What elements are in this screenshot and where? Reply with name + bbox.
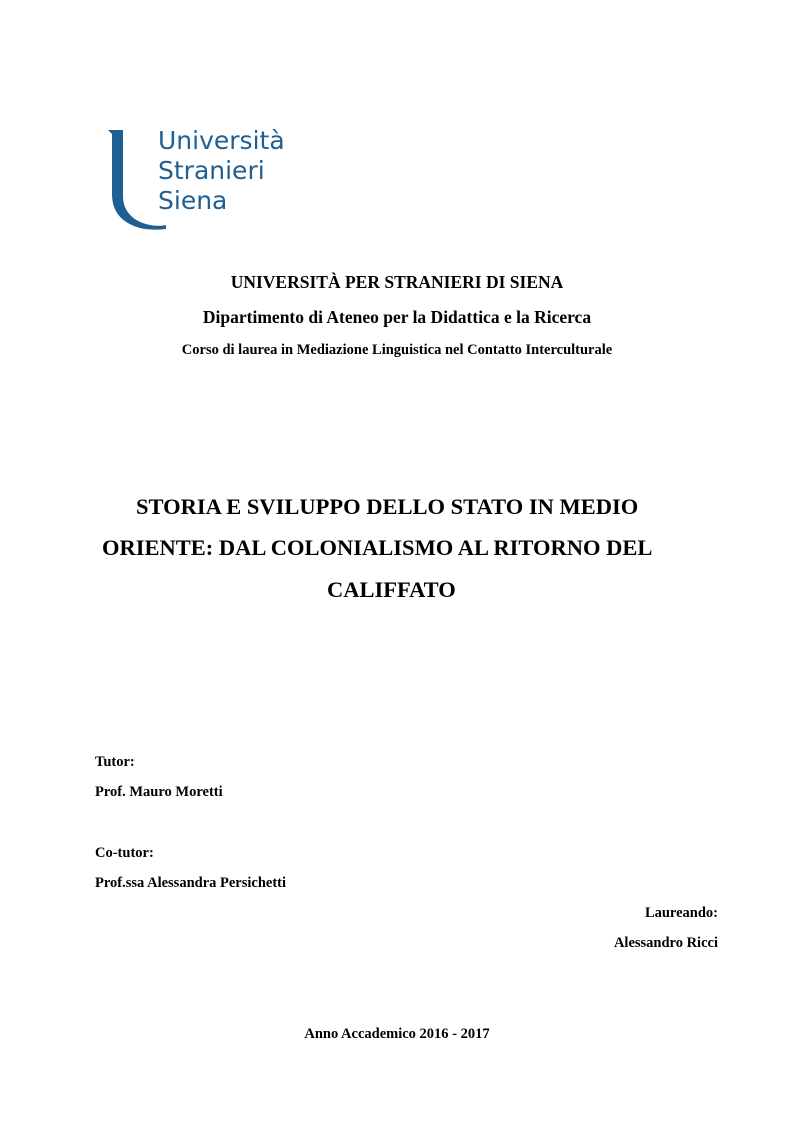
logo-line-siena: Siena bbox=[158, 186, 228, 215]
logo-line-stranieri: Stranieri bbox=[158, 156, 265, 185]
laureando-label: Laureando: bbox=[644, 905, 718, 921]
thesis-title-line-3: CALIFFATO bbox=[327, 577, 456, 602]
cotutor-name: Prof.ssa Alessandra Persichetti bbox=[95, 875, 287, 891]
course-name: Corso di laurea in Mediazione Linguistica nel Contatto Interculturale bbox=[181, 342, 613, 358]
tutor-name: Prof. Mauro Moretti bbox=[95, 784, 223, 800]
logo-mark-icon bbox=[106, 126, 166, 230]
department-name: Dipartimento di Ateneo per la Didattica e la Ricerca bbox=[202, 307, 592, 327]
tutor-label: Tutor: bbox=[95, 754, 135, 770]
university-logo bbox=[106, 126, 306, 230]
cotutor-label: Co-tutor: bbox=[95, 845, 154, 861]
thesis-title-line-2: ORIENTE: DAL COLONIALISMO AL RITORNO DEL bbox=[102, 535, 653, 560]
university-name: UNIVERSITÀ PER STRANIERI DI SIENA bbox=[230, 272, 564, 292]
academic-year: Anno Accademico 2016 - 2017 bbox=[304, 1026, 490, 1042]
logo-text bbox=[158, 126, 285, 216]
laureando-name: Alessandro Ricci bbox=[613, 935, 718, 951]
thesis-title-line-1: STORIA E SVILUPPO DELLO STATO IN MEDIO bbox=[136, 494, 639, 519]
logo-line-universita: Università bbox=[158, 126, 285, 155]
